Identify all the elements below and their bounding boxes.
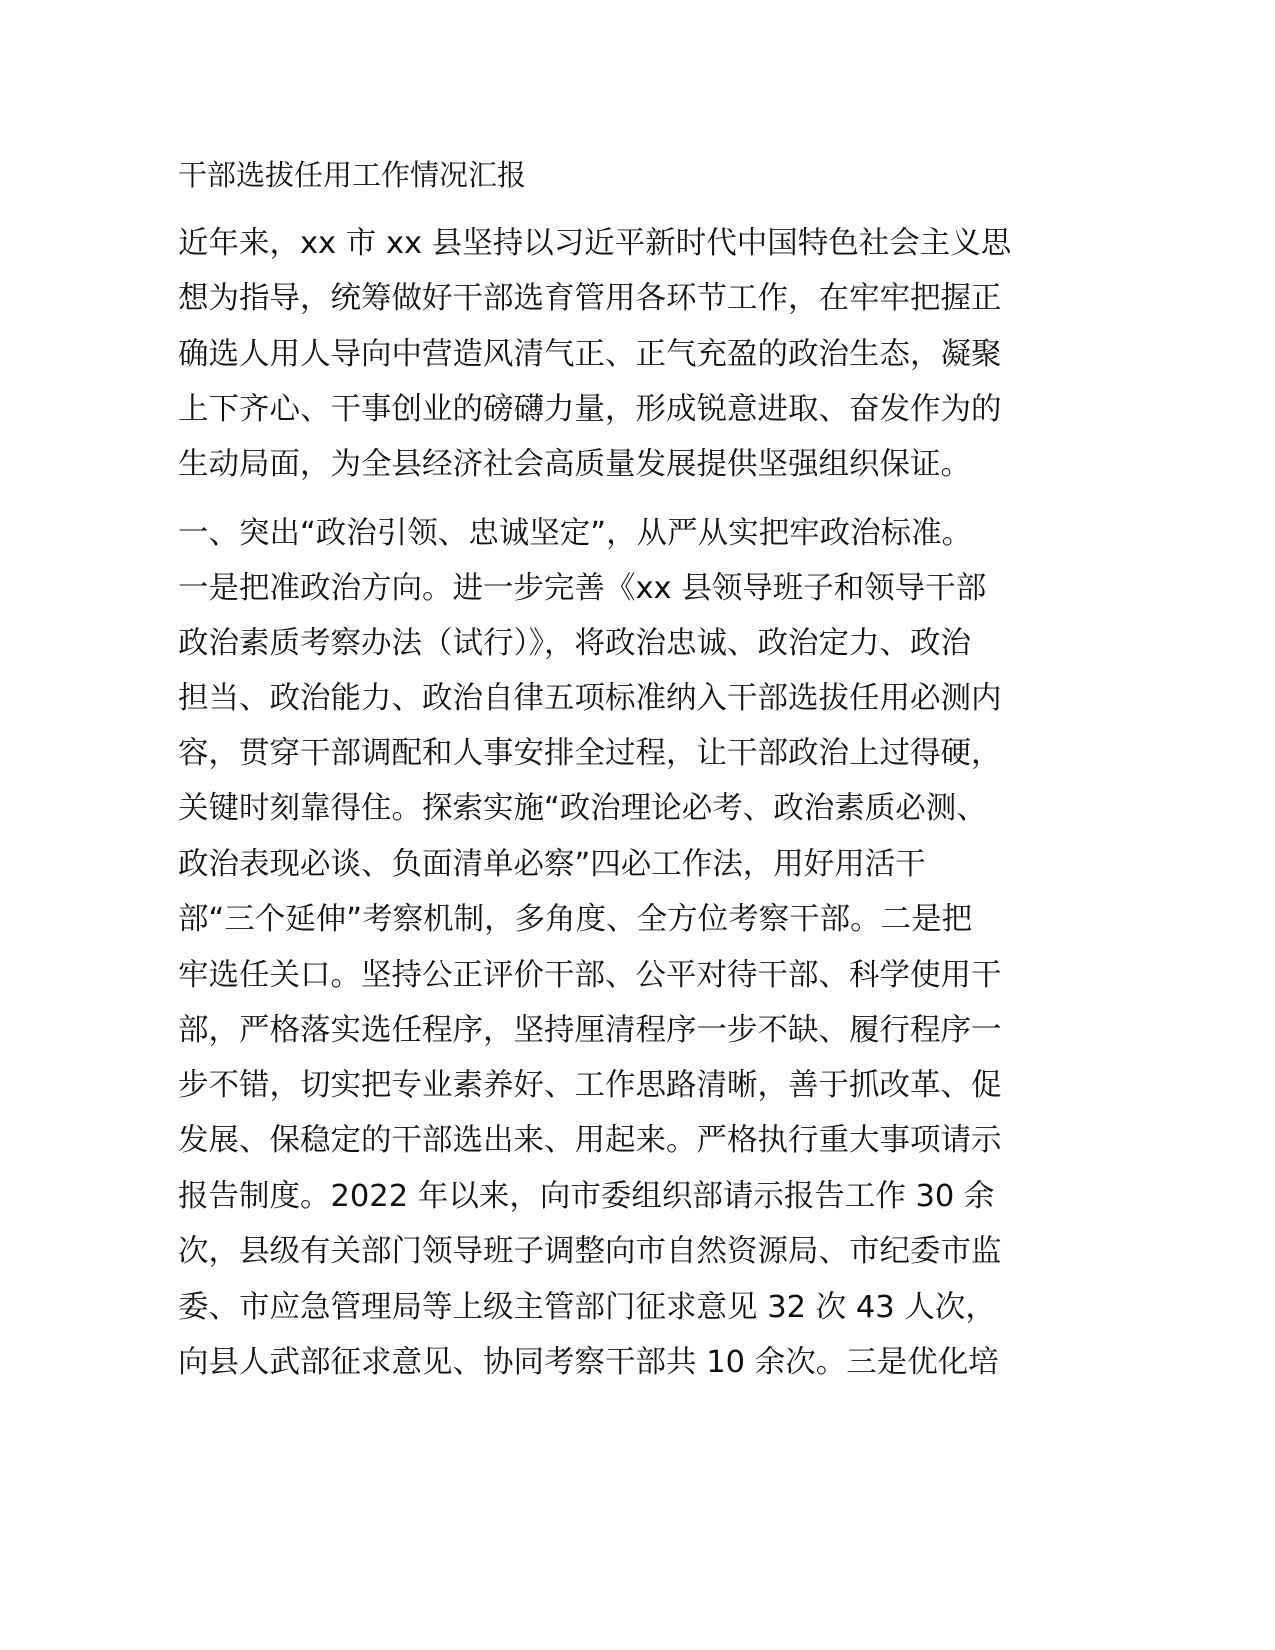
section-line-3: 担当、政治能力、政治自律五项标准纳入干部选拔任用必测内 (178, 681, 1002, 716)
section-line-7: 部“三个延伸”考察机制，多角度、全方位考察干部。二是把 (178, 902, 973, 937)
intro-line-1: 近年来，xx 市 xx 县坚持以习近平新时代中国特色社会主义思 (178, 226, 1012, 261)
section-line-4: 容，贯穿干部调配和人事安排全过程，让干部政治上过得硬， (178, 736, 1002, 771)
intro-line-4: 上下齐心、干事创业的磅礴力量，形成锐意进取、奋发作为的 (178, 392, 1002, 427)
section-line-5: 关键时刻靠得住。探索实施“政治理论必考、政治素质必测、 (178, 791, 987, 826)
section-line-12: 报告制度。2022 年以来，向市委组织部请示报告工作 30 余 (178, 1179, 995, 1214)
section-line-9: 部，严格落实选任程序，坚持厘清程序一步不缺、履行程序一 (178, 1013, 1002, 1048)
section-line-14: 委、市应急管理局等上级主管部门征求意见 32 次 43 人次， (178, 1290, 996, 1325)
intro-line-3: 确选人用人导向中营造风清气正、正气充盈的政治生态，凝聚 (178, 337, 1002, 372)
section-line-1: 一是把准政治方向。进一步完善《xx 县领导班子和领导干部 (178, 571, 987, 606)
section-line-15: 向县人武部征求意见、协同考察干部共 10 余次。三是优化培 (178, 1345, 999, 1380)
document-title: 干部选拔任用工作情况汇报 (178, 158, 527, 192)
section-line-6: 政治表现必谈、负面清单必察”四必工作法，用好用活干 (178, 847, 926, 882)
section-line-8: 牢选任关口。坚持公正评价干部、公平对待干部、科学使用干 (178, 958, 1002, 993)
section-line-11: 发展、保稳定的干部选出来、用起来。严格执行重大事项请示 (178, 1123, 1002, 1158)
section-line-13: 次，县级有关部门领导班子调整向市自然资源局、市纪委市监 (178, 1234, 1002, 1269)
intro-line-2: 想为指导，统筹做好干部选育管用各环节工作，在牢牢把握正 (178, 281, 1002, 316)
section-line-10: 步不错，切实把专业素养好、工作思路清晰，善于抓改革、促 (178, 1068, 1002, 1103)
section-heading: 一、突出“政治引领、忠诚坚定”，从严从实把牢政治标准。 (178, 516, 973, 551)
section-line-2: 政治素质考察办法（试行）》，将政治忠诚、政治定力、政治 (178, 626, 971, 661)
intro-line-5: 生动局面，为全县经济社会高质量发展提供坚强组织保证。 (178, 447, 971, 482)
